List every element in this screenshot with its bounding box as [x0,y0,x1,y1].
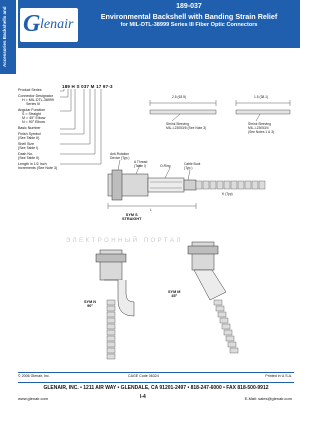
callout-shell-table: (See Table I) [18,146,39,150]
shrink-sleeving-label-1: Shrink Sleeving [166,122,189,126]
callout-shell-size: Shell Size [18,142,34,146]
sym-s-angle: STRAIGHT [122,217,142,222]
sym-m-code: SYM M [168,290,181,294]
footer-rule-top [18,372,294,373]
dim-k-label: K (Typ) [222,192,233,196]
o-ring-label: O-Ring [160,164,171,168]
logo-initial: G [23,11,41,37]
footer-copyright: © 2006 Glenair, Inc. [18,374,50,378]
sym-n-code: SYM N [84,300,97,304]
callout-length: Length in 1/2 Inch [18,162,47,166]
callout-length-note: Increments (See Note 3) [18,166,58,170]
part-number-example: 189 H S 037 M 17 97-3 [62,84,113,89]
cable-boot-label: Cable Boot [184,162,201,166]
table-i-label: (Table I) [134,164,146,168]
callout-straight: S = Straight [22,112,41,116]
shrink-sleeving-label-2: Shrink Sleeving [248,122,271,126]
dim-top-right: 1.5 (38.1) [254,95,269,99]
footer-page-number: I-4 [140,394,146,400]
footer-web-link[interactable]: www.glenair.com [18,396,49,401]
callout-finish-table: (See Table II) [18,136,40,140]
device-label: Device (Typ.) [110,156,130,160]
callout-designator-h: H = MIL-DTL-38999 [22,98,54,102]
callout-series-iii: Series III [26,102,41,106]
callout-dash-table: (See Table II) [18,156,40,160]
anti-rotation-label: Anti-Rotation [110,152,130,156]
callout-90-elbow: N = 90° Elbow [22,120,45,124]
sym-m-label [168,290,180,298]
shrink-sleeving-note-2: (See Notes 1 & 3) [248,130,275,134]
sym-s-code: SYM S [125,213,138,217]
footer-printed: Printed in U.S.A. [265,374,292,378]
header-title: Environmental Backshell with Banding Strain Relief [100,12,278,21]
callout-product-series: Product Series [18,88,42,92]
callout-basic-number: Basic Number [18,126,41,130]
sym-n-angle: 90° [87,304,93,309]
sym-s-label [122,213,141,221]
header-subtitle: for MIL-DTL-38999 Series III Fiber Optic Connectors [120,22,258,28]
a-thread-label: A Thread [134,160,148,164]
side-tab-label: Accessories Backshells and [2,6,7,68]
dim-top-left: 2.5 (63.5) [172,95,187,99]
callout-dash-no: Dash No. [18,152,33,156]
shrink-sleeving-spec-1: MIL-I-23053/5 (See Note 3) [166,126,207,130]
footer-rule-mid [18,382,294,383]
watermark-text: ЭЛЕКТРОННЫЙ ПОРТАЛ [66,238,183,244]
callout-finish-symbol: Finish Symbol [18,132,41,136]
callout-angular-function: Angular Function [18,108,46,112]
logo-wordmark: lenair [40,17,74,32]
footer-contact: GLENAIR, INC. • 1211 AIR WAY • GLENDALE, CA 91201-2497 • 818-247-6000 • FAX 818-500-9912 [43,385,269,391]
dim-l-label: L [150,208,152,212]
sym-n-label [84,300,96,308]
header-part-number: 189-037 [176,3,202,10]
callout-45-elbow: M = 45° Elbow [22,116,46,120]
cable-boot-typ-label: (Typ.) [184,166,193,170]
footer-email-link[interactable]: E-Mail: sales@glenair.com [244,396,292,401]
sym-m-angle: 45° [171,294,178,299]
footer-cage-code: CAGE Code 06324 [128,374,159,378]
shrink-sleeving-spec-2: MIL-I-23053/4 [248,126,269,130]
callout-connector-designator: Connector Designator [18,94,53,98]
